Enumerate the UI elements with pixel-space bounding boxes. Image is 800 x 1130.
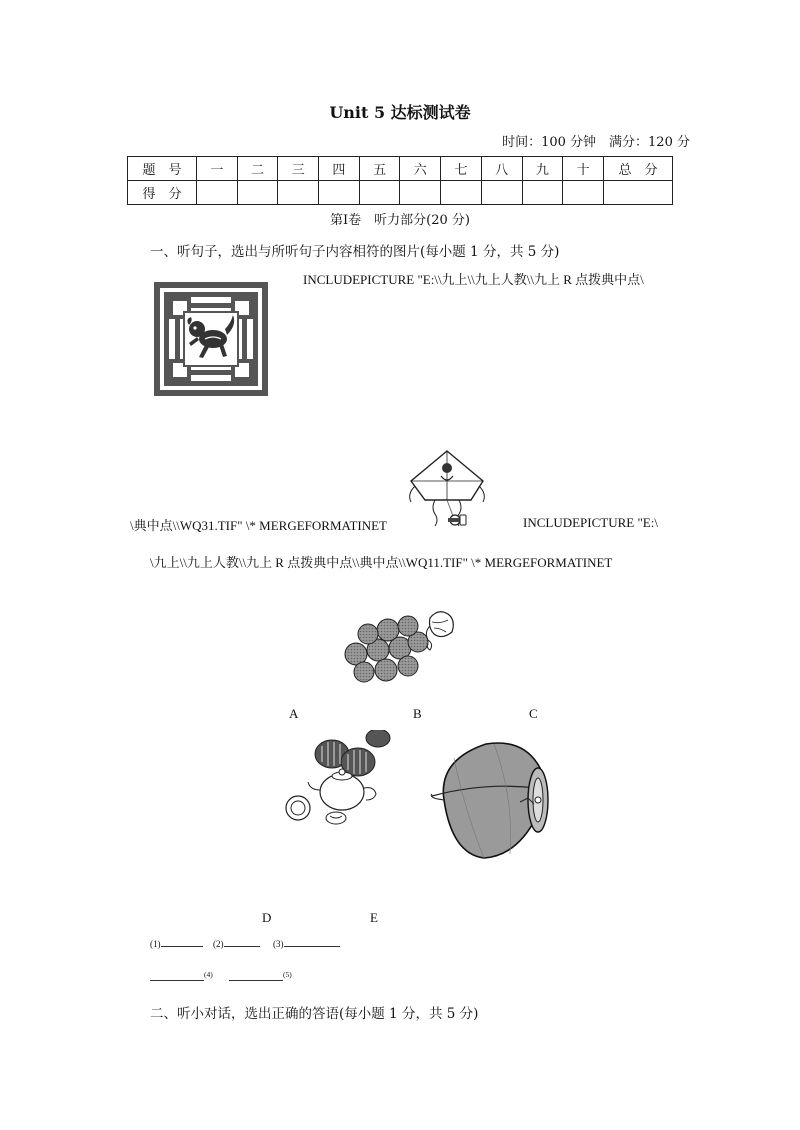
score-table-cell: 一 (197, 157, 238, 181)
section-heading: 第Ⅰ卷 听力部分(20 分) (330, 213, 470, 228)
score-table-cell: 得 分 (128, 181, 197, 205)
score-cell-empty (563, 181, 604, 205)
teaset-mooncakes-image (282, 730, 392, 830)
score-table-cell: 二 (237, 157, 278, 181)
score-table-cell: 六 (400, 157, 441, 181)
question-2-heading: 二、听小对话，选出正确的答语(每小题 1 分，共 5 分) (150, 1006, 479, 1022)
papercut-monkey-image (153, 281, 269, 397)
blank-number: (2) (213, 939, 224, 949)
score-cell-empty (359, 181, 400, 205)
score-table (127, 156, 673, 205)
score-cell-empty (604, 181, 673, 205)
answer-blank-5[interactable] (229, 970, 292, 983)
score-table-cell: 四 (319, 157, 360, 181)
blank-line (224, 946, 260, 947)
blank-number: (5) (283, 970, 292, 979)
score-table-cell: 三 (278, 157, 319, 181)
option-label-b: B (413, 706, 422, 721)
score-cell-empty (237, 181, 278, 205)
blank-number: (4) (204, 970, 213, 979)
score-table-cell: 十 (563, 157, 604, 181)
option-label-e: E (370, 910, 378, 925)
exam-meta: 时间：100 分钟 满分：120 分 (502, 135, 690, 150)
grapes-image (338, 606, 460, 692)
score-cell-empty (522, 181, 563, 205)
answer-blank-4[interactable] (150, 970, 213, 983)
score-cell-empty (441, 181, 482, 205)
lantern-image (424, 738, 554, 862)
includepicture-field-1b: \典中点\\WQ31.TIF" \* MERGEFORMATINET (130, 518, 387, 533)
option-label-d: D (262, 910, 272, 925)
score-table-cell: 七 (441, 157, 482, 181)
answer-blank-3[interactable] (273, 939, 340, 949)
score-table-cell: 五 (359, 157, 400, 181)
answer-blank-1[interactable] (150, 939, 203, 949)
includepicture-field-2a: INCLUDEPICTURE "E:\ (523, 515, 658, 530)
score-table-score-row (128, 181, 673, 205)
score-cell-empty (197, 181, 238, 205)
blank-line (161, 946, 203, 947)
includepicture-field-1a: INCLUDEPICTURE "E:\\九上\\九上人教\\九上 R 点拨典中点\ (303, 272, 644, 287)
page-title: Unit 5 达标测试卷 (329, 103, 471, 122)
option-label-c: C (529, 706, 538, 721)
score-table-cell: 总 分 (604, 157, 673, 181)
answer-blank-2[interactable] (213, 939, 260, 949)
score-table-cell: 八 (481, 157, 522, 181)
score-table-cell: 题 号 (128, 157, 197, 181)
blank-line (229, 980, 283, 981)
blank-number: (3) (273, 939, 284, 949)
kite-image (405, 448, 490, 532)
blank-line (284, 946, 340, 947)
includepicture-field-2b: \九上\\九上人教\\九上 R 点拨典中点\\典中点\\WQ11.TIF" \* MERGEFORMATINET (150, 555, 613, 570)
score-table-header-row (128, 157, 673, 181)
blank-number: (1) (150, 939, 161, 949)
score-cell-empty (278, 181, 319, 205)
option-label-a: A (289, 706, 299, 721)
score-cell-empty (481, 181, 522, 205)
question-1-heading: 一、听句子，选出与所听句子内容相符的图片(每小题 1 分，共 5 分) (150, 244, 560, 260)
score-cell-empty (400, 181, 441, 205)
score-table-cell: 九 (522, 157, 563, 181)
score-cell-empty (319, 181, 360, 205)
blank-line (150, 980, 204, 981)
